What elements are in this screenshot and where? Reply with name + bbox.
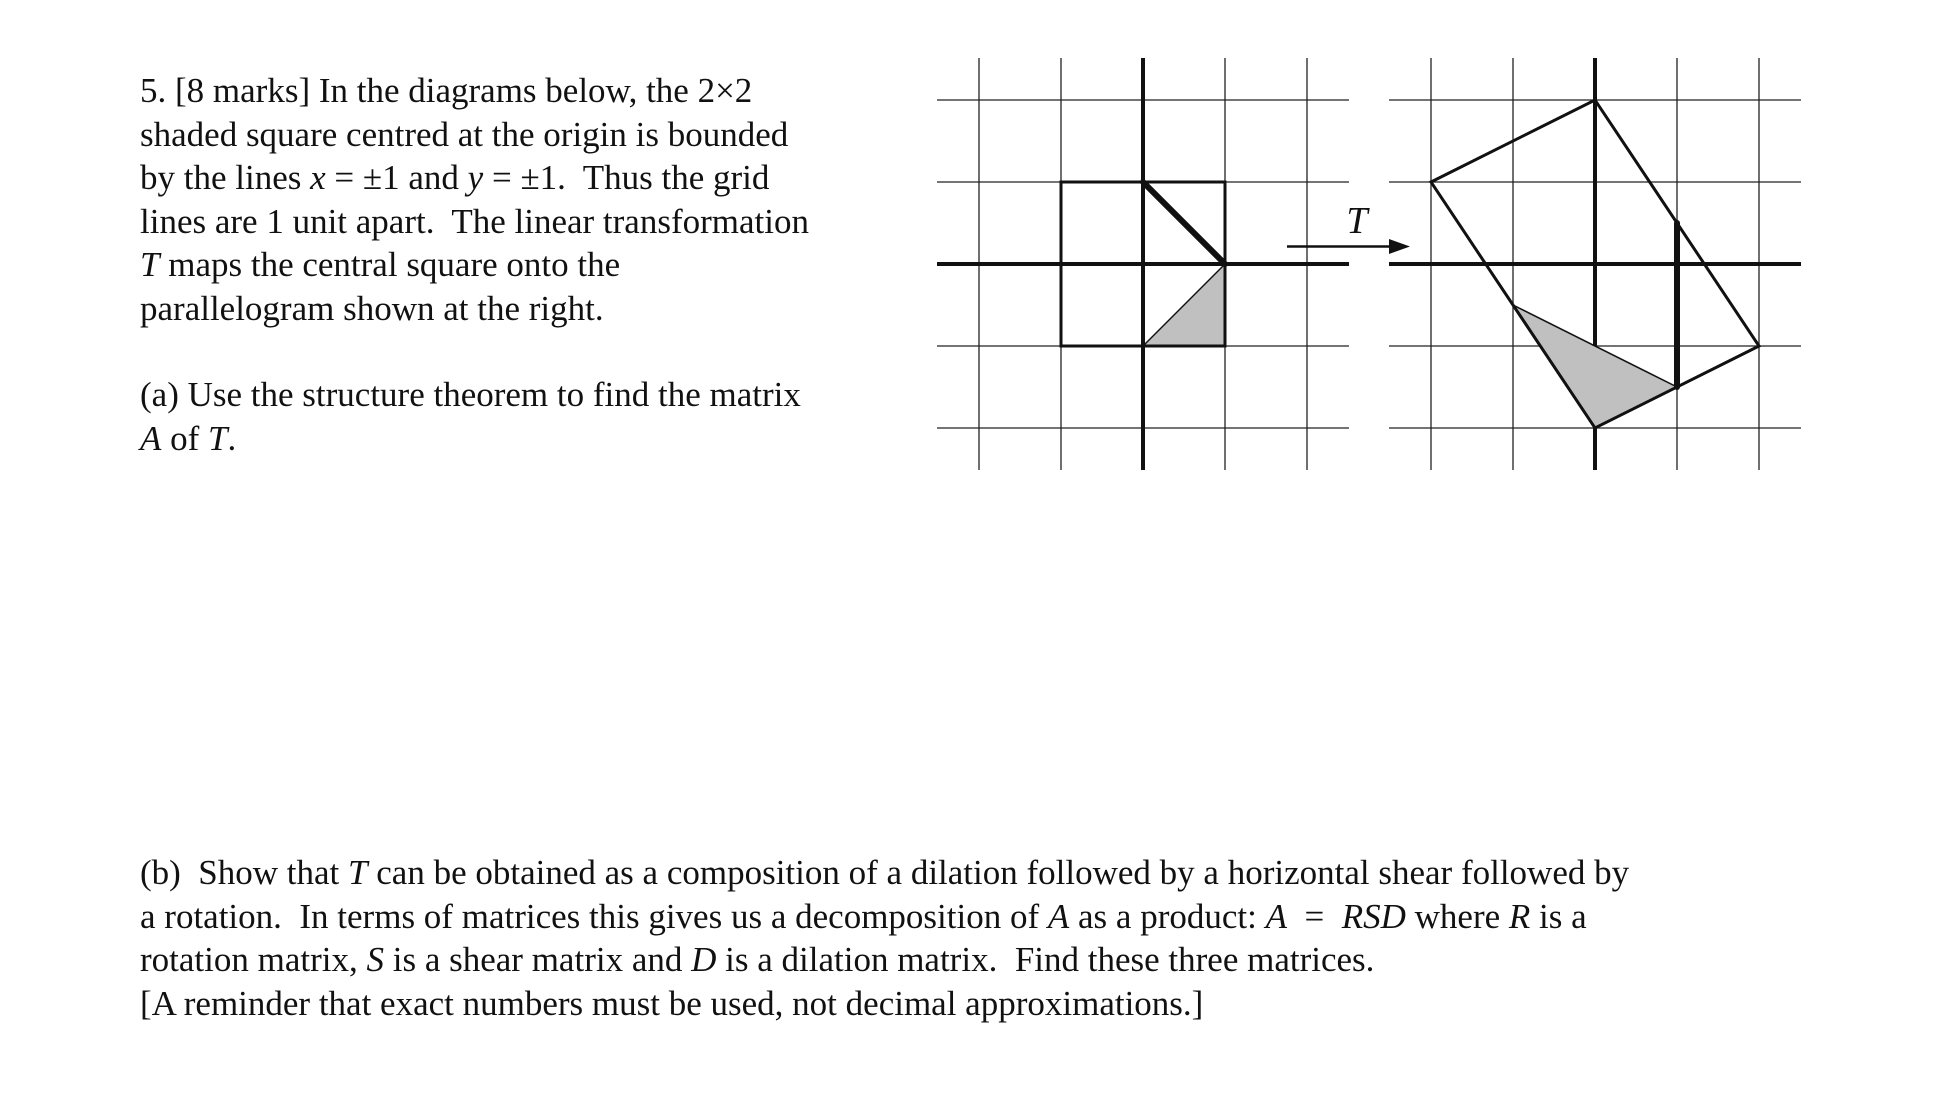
text-run: is a shear matrix and	[383, 940, 692, 979]
transformation-arrow	[1287, 200, 1410, 254]
arrow-label: T	[1346, 200, 1368, 242]
text-run: is a dilation matrix. Find these three matrices.	[716, 940, 1375, 979]
text-run: rotation matrix,	[140, 940, 367, 979]
text-run: is a	[1530, 896, 1587, 936]
text-run: R	[1508, 896, 1531, 936]
text-run: = ±1 and	[325, 158, 468, 197]
text-run: lines are 1 unit apart. The linear transformation	[140, 201, 809, 241]
text-run: =	[1286, 896, 1342, 936]
text-run: S	[366, 940, 384, 979]
text-run: of	[161, 418, 209, 458]
text-run: D	[691, 940, 717, 979]
text-run: A	[1265, 896, 1287, 936]
text-run: = ±1. Thus the grid	[483, 158, 770, 197]
text-run: parallelogram shown at the right.	[140, 288, 604, 328]
parallelogram-diagram	[1389, 58, 1801, 470]
text-run: T	[208, 418, 228, 458]
text-run: a rotation. In terms of matrices this gives us a decomposition of	[140, 896, 1048, 936]
text-run: .	[227, 418, 237, 458]
text-run: where	[1405, 896, 1509, 936]
text-run: 5. [8 marks] In the diagrams below, the 2×2	[140, 71, 753, 110]
original-square-diagram	[937, 58, 1349, 470]
text-run: shaded square centred at the origin is bounded	[140, 114, 789, 154]
text-run: can be obtained as a composition of a dilation followed by a horizontal shear followed by	[367, 853, 1630, 892]
text-run: RSD	[1341, 896, 1406, 936]
text-run: T	[140, 245, 160, 284]
text-run: A	[140, 418, 162, 458]
text-run: x	[310, 158, 326, 197]
text-run: y	[467, 158, 484, 197]
text-run: (a) Use the structure theorem to find the matrix	[140, 375, 801, 414]
text-run: maps the central square onto the	[159, 245, 621, 284]
text-run: T	[348, 853, 368, 892]
text-run: [A reminder that exact numbers must be used, not decimal approximations.]	[140, 983, 1204, 1023]
text-run: by the lines	[140, 158, 311, 197]
arrow-head	[1389, 239, 1410, 254]
text-run: A	[1047, 896, 1070, 936]
text-run: as a product:	[1069, 896, 1266, 936]
text-run: (b) Show that	[140, 853, 349, 892]
original-shaded-triangle	[1143, 264, 1225, 346]
original-thick-segment	[1143, 182, 1225, 264]
